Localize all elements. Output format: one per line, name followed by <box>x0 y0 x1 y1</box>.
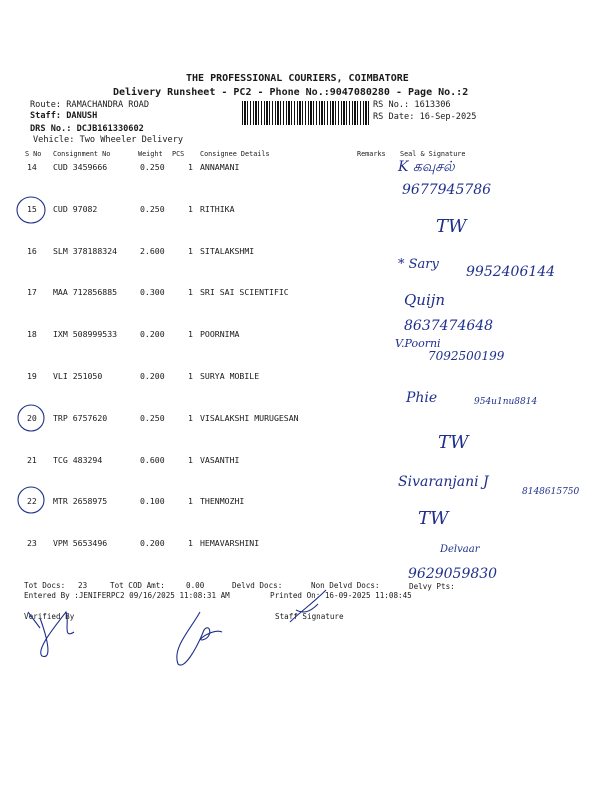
cell-consignee: POORNIMA <box>200 329 240 340</box>
rs-no-field: RS No.: 1613306 <box>373 100 451 110</box>
cell-weight: 0.200 <box>140 329 165 340</box>
hw-row17-name: Quijn <box>404 291 446 309</box>
col-sno: S No <box>25 150 42 158</box>
cell-consignee: VISALAKSHI MURUGESAN <box>200 412 299 423</box>
delvy-pts-label: Delvy Pts: <box>409 582 455 591</box>
hw-row19-phone: 954u1nu8814 <box>474 397 538 407</box>
col-consignment: Consignment No <box>53 150 111 158</box>
cell-pcs: 1 <box>188 412 193 423</box>
hw-row18-name: V.Poorni <box>395 337 441 350</box>
circle-mark-20 <box>18 405 44 431</box>
hw-row23-name: Delvaar <box>440 544 480 555</box>
hw-row19-name: Phie <box>406 390 438 406</box>
cell-pcs: 1 <box>188 538 193 549</box>
hw-row14-phone: 9677945786 <box>402 182 492 198</box>
col-seal-signature: Seal & Signature <box>400 150 466 158</box>
staff-field: Staff: DANUSH <box>30 111 98 121</box>
tot-docs-label: Tot Docs: <box>24 581 66 590</box>
verifier-signature <box>40 612 74 657</box>
entered-by: Entered By :JENIFERPC2 09/16/2025 11:08:31 AM <box>24 591 230 600</box>
cell-weight: 0.100 <box>140 496 165 507</box>
cell-weight: 0.200 <box>140 371 165 381</box>
cell-consignment: VLI 251050 <box>53 371 103 381</box>
runsheet-subtitle: Delivery Runsheet - PC2 - Phone No.:9047080280 - Page No.:2 <box>113 87 469 98</box>
cell-sno: 22 <box>27 496 37 507</box>
rs-date-field: RS Date: 16-Sep-2025 <box>373 112 477 122</box>
cell-sno: 15 <box>27 203 37 214</box>
cell-weight: 2.600 <box>140 245 165 256</box>
hw-row14-name: K கவுசல் <box>398 159 455 175</box>
hw-row20-initials: TW <box>438 432 469 453</box>
cell-consignee: ANNAMANI <box>200 162 240 172</box>
delvd-docs-label: Delvd Docs: <box>232 581 283 590</box>
staff-signature-label: Staff Signature <box>275 612 344 621</box>
cell-pcs: 1 <box>188 371 193 381</box>
cell-weight: 0.250 <box>140 162 165 172</box>
cell-weight: 0.200 <box>140 538 165 549</box>
staff-signature-ink <box>290 590 326 622</box>
cell-sno: 23 <box>27 538 37 549</box>
cell-consignment: MTR 2658975 <box>53 496 108 507</box>
cell-consignee: RITHIKA <box>200 203 235 214</box>
hw-row23-phone: 9629059830 <box>408 566 498 582</box>
cell-consignee: SRI SAI SCIENTIFIC <box>200 287 289 298</box>
cell-pcs: 1 <box>188 329 193 340</box>
cell-consignment: TRP 6757620 <box>53 412 108 423</box>
hw-row17-phone: 8637474648 <box>404 318 494 334</box>
col-pcs: PCS <box>172 150 185 158</box>
hw-row18-phone: 7092500199 <box>428 349 505 363</box>
cell-pcs: 1 <box>188 454 193 465</box>
hw-row16-name: * Sary <box>398 257 439 272</box>
cell-sno: 14 <box>27 162 37 172</box>
cell-consignment: TCG 483294 <box>53 454 103 465</box>
hw-row22-initials: TW <box>418 508 449 529</box>
col-weight: Weight <box>138 150 163 158</box>
verified-by-label: Verified By <box>24 612 75 621</box>
tot-docs-value: 23 <box>78 581 88 590</box>
middle-signature <box>177 612 222 665</box>
hw-row21-name: Sivaranjani J <box>398 474 489 490</box>
non-delvd-docs-label: Non Delvd Docs: <box>311 581 380 590</box>
cell-consignment: IXM 508999533 <box>53 329 118 340</box>
cell-pcs: 1 <box>188 496 193 507</box>
route-field: Route: RAMACHANDRA ROAD <box>30 100 149 110</box>
cell-sno: 21 <box>27 454 37 465</box>
col-consignee: Consignee Details <box>200 150 270 158</box>
cell-consignee: VASANTHI <box>200 454 240 465</box>
cell-sno: 20 <box>27 412 37 423</box>
cell-consignee: THENMOZHI <box>200 496 245 507</box>
cell-weight: 0.600 <box>140 454 165 465</box>
cell-consignee: HEMAVARSHINI <box>200 538 260 549</box>
cell-consignment: CUD 97082 <box>53 203 98 214</box>
drs-field: DRS No.: DCJB161330602 <box>30 124 144 134</box>
cell-pcs: 1 <box>188 287 193 298</box>
cell-consignee: SITALAKSHMI <box>200 245 255 256</box>
cell-pcs: 1 <box>188 162 193 172</box>
cell-pcs: 1 <box>188 245 193 256</box>
tot-cod-value: 0.00 <box>186 581 205 590</box>
cell-consignment: MAA 712856885 <box>53 287 118 298</box>
cell-consignment: CUD 3459666 <box>53 162 108 172</box>
cell-sno: 17 <box>27 287 37 298</box>
cell-sno: 18 <box>27 329 37 340</box>
cell-weight: 0.300 <box>140 287 165 298</box>
circle-mark-15 <box>17 197 45 223</box>
hw-row15-initials: TW <box>436 216 467 237</box>
cell-sno: 16 <box>27 245 37 256</box>
cell-pcs: 1 <box>188 203 193 214</box>
cell-consignment: SLM 378188324 <box>53 245 118 256</box>
col-remarks: Remarks <box>357 150 386 158</box>
vehicle-field: Vehicle: Two Wheeler Delivery <box>33 135 184 145</box>
company-name: THE PROFESSIONAL COURIERS, COIMBATORE <box>186 73 409 84</box>
cell-sno: 19 <box>27 371 37 381</box>
tot-cod-label: Tot COD Amt: <box>110 581 165 590</box>
cell-consignee: SURYA MOBILE <box>200 371 260 381</box>
cell-consignment: VPM 5653496 <box>53 538 108 549</box>
hw-row16-phone: 9952406144 <box>466 264 556 280</box>
cell-weight: 0.250 <box>140 203 165 214</box>
hw-row21-phone: 8148615750 <box>522 487 580 497</box>
cell-weight: 0.250 <box>140 412 165 423</box>
printed-on: Printed On: 16-09-2025 11:08:45 <box>270 591 412 600</box>
circle-mark-22 <box>18 487 44 513</box>
